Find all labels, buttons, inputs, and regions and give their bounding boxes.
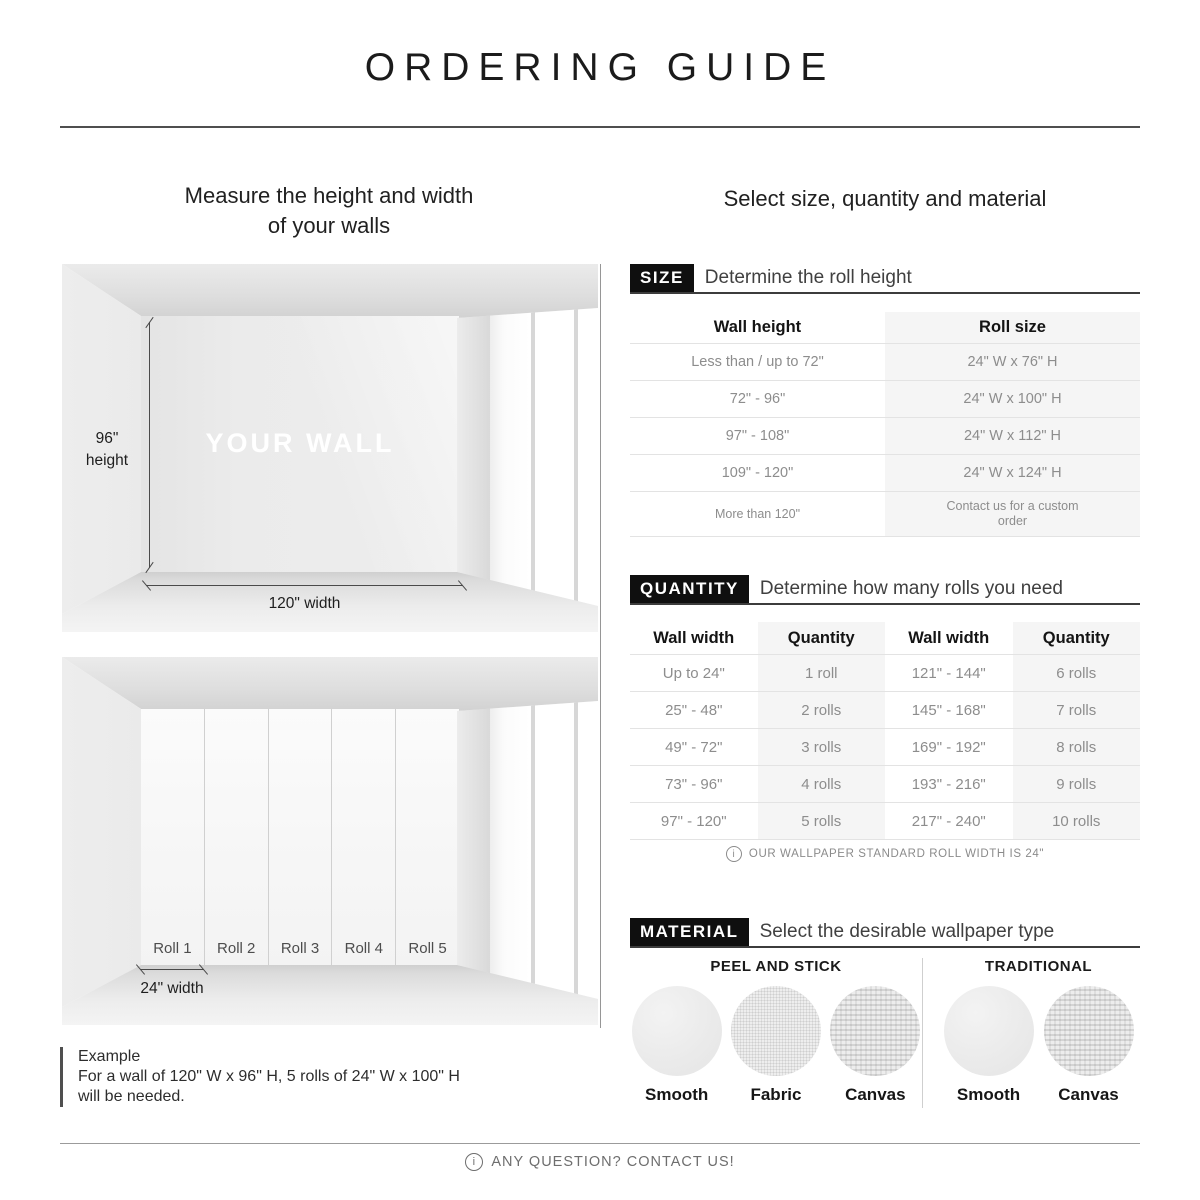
roll-panel	[331, 709, 395, 965]
quantity-col: Quantity	[1013, 622, 1141, 654]
your-wall	[141, 316, 459, 572]
wall-height-cell: 97" - 108"	[725, 428, 790, 444]
room-window	[457, 308, 598, 606]
size-col-roll-size: Roll size	[885, 312, 1140, 343]
quantity-cell: 4 rolls	[758, 766, 886, 802]
size-table-row	[630, 491, 1140, 537]
page-title: ORDERING GUIDE	[364, 46, 836, 89]
roll-size-cell: 24" W x 112" H	[885, 418, 1140, 454]
example-line1: For a wall of 120" W x 96" H, 5 rolls of 24" W x 100" H	[78, 1068, 460, 1085]
material-subtitle: Select the desirable wallpaper type	[759, 921, 1055, 942]
material-group-name: TRADITIONAL	[984, 958, 1093, 975]
select-heading: Select size, quantity and material	[723, 186, 1047, 211]
width-dimension-line	[146, 585, 463, 586]
quantity-cell: 1 roll	[758, 655, 886, 691]
size-badge: SIZE	[630, 264, 694, 292]
quantity-section-header	[630, 575, 1140, 605]
roll-panel	[395, 709, 459, 965]
quantity-table-row	[630, 765, 1140, 802]
wall-width-cell: 73" - 96"	[665, 775, 723, 793]
quantity-cell: 7 rolls	[1013, 692, 1141, 728]
roll-size-cell	[885, 492, 1140, 536]
measure-heading-line2: of your walls	[267, 213, 391, 238]
roll-panel	[268, 709, 332, 965]
info-icon	[465, 1153, 483, 1171]
canvas-texture-swatch	[830, 986, 920, 1076]
window-glass	[490, 701, 598, 999]
wall-height-cell: More than 120"	[714, 506, 801, 521]
wall-width-cell: 25" - 48"	[665, 701, 723, 719]
material-group-traditional	[923, 958, 1140, 1108]
size-table-row	[630, 417, 1140, 454]
wall-width-cell: 97" - 120"	[660, 812, 727, 830]
roll-width-note	[630, 846, 1140, 862]
quantity-cell: 10 rolls	[1013, 803, 1141, 839]
quantity-table-header	[630, 622, 1140, 654]
wall-height-cell: Less than / up to 72"	[691, 354, 824, 370]
roll-panel	[204, 709, 268, 965]
wall-height-cell: 72" - 96"	[729, 391, 786, 407]
quantity-table-row	[630, 654, 1140, 691]
column-divider	[600, 264, 601, 1028]
quantity-cell: 6 rolls	[1013, 655, 1141, 691]
footer	[0, 1153, 1200, 1171]
roll-size-cell: 24" W x 100" H	[885, 381, 1140, 417]
quantity-subtitle: Determine how many rolls you need	[759, 578, 1063, 599]
quantity-badge: QUANTITY	[630, 575, 749, 603]
roll-panel-label: Roll 4	[344, 940, 383, 957]
window-mullion	[574, 308, 578, 606]
swatch-item	[630, 986, 723, 1105]
height-value: 96"	[95, 430, 119, 447]
swatch-label: Smooth	[956, 1085, 1021, 1104]
your-wall-label: YOUR WALL	[205, 428, 395, 458]
roll-panel-label: Roll 3	[280, 940, 320, 957]
size-section-header	[630, 264, 1140, 294]
swatch-label: Canvas	[845, 1085, 906, 1104]
wall-width-cell: 193" - 216"	[911, 775, 986, 793]
room-illustration-measure	[62, 264, 598, 632]
room-window	[457, 701, 598, 999]
size-table-header	[630, 312, 1140, 343]
measure-heading	[60, 181, 598, 241]
quantity-table-row	[630, 691, 1140, 728]
quantity-cell: 5 rolls	[758, 803, 886, 839]
custom-order-text: Contact us for a custom order	[946, 499, 1079, 528]
size-subtitle: Determine the roll height	[704, 267, 912, 288]
roll-width-note-text: OUR WALLPAPER STANDARD ROLL WIDTH IS 24"	[748, 848, 1045, 860]
wall-height-cell: 109" - 120"	[721, 465, 794, 481]
material-group-peel-and-stick	[630, 958, 922, 1108]
swatch-label: Smooth	[645, 1085, 709, 1104]
height-label	[70, 428, 144, 472]
roll-width-label: 24" width	[140, 980, 204, 997]
wall-width-col: Wall width	[908, 628, 990, 647]
window-glass	[490, 308, 598, 606]
wall-width-cell: Up to 24"	[662, 664, 725, 682]
smooth-texture-swatch	[944, 986, 1034, 1076]
material-badge: MATERIAL	[630, 918, 749, 946]
window-mullion	[574, 701, 578, 999]
info-icon	[726, 846, 742, 862]
example-heading: Example	[78, 1048, 141, 1065]
size-table-row	[630, 343, 1140, 380]
roll-panel-label: Roll 2	[217, 940, 256, 957]
quantity-table	[630, 622, 1140, 840]
measure-heading-line1: Measure the height and width	[184, 183, 474, 208]
quantity-table-row	[630, 728, 1140, 765]
size-table	[630, 312, 1140, 537]
quantity-col: Quantity	[758, 622, 886, 654]
swatch-item	[1042, 986, 1136, 1105]
roll-panel-label: Roll 5	[408, 940, 447, 957]
smooth-texture-swatch	[632, 986, 722, 1076]
roll-panel	[141, 709, 204, 965]
window-pillar	[457, 701, 490, 999]
roll-width-dimension-line	[140, 969, 204, 970]
roll-panels	[141, 709, 459, 965]
fabric-texture-swatch	[731, 986, 821, 1076]
material-section-header	[630, 918, 1140, 948]
swatch-item	[942, 986, 1036, 1105]
footer-divider	[60, 1143, 1140, 1144]
canvas-texture-swatch	[1044, 986, 1134, 1076]
size-col-wall-height: Wall height	[713, 318, 802, 336]
height-word: height	[85, 452, 129, 469]
wall-width-cell: 121" - 144"	[911, 664, 986, 682]
swatch-item	[729, 986, 822, 1105]
material-group-name: PEEL AND STICK	[710, 958, 842, 975]
example-line2: will be needed.	[78, 1088, 185, 1105]
wall-width-cell: 49" - 72"	[665, 738, 723, 756]
title-divider	[60, 126, 1140, 128]
roll-panel-label: Roll 1	[153, 940, 192, 957]
wall-width-cell: 217" - 240"	[911, 812, 986, 830]
contact-us-text: ANY QUESTION? CONTACT US!	[491, 1154, 735, 1170]
wall-width-cell: 169" - 192"	[911, 738, 986, 756]
quantity-table-row	[630, 802, 1140, 840]
window-mullion	[531, 701, 535, 999]
size-table-row	[630, 380, 1140, 417]
quantity-cell: 8 rolls	[1013, 729, 1141, 765]
room-illustration-rolls	[62, 657, 598, 1025]
width-label: 120" width	[268, 595, 341, 612]
window-pillar	[457, 308, 490, 606]
wall-width-col: Wall width	[653, 628, 735, 647]
swatch-item	[829, 986, 922, 1105]
roll-size-cell: 24" W x 76" H	[885, 344, 1140, 380]
material-area	[630, 958, 1140, 1108]
swatch-label: Canvas	[1058, 1085, 1119, 1104]
example-block	[60, 1047, 578, 1107]
quantity-cell: 3 rolls	[758, 729, 886, 765]
size-table-row	[630, 454, 1140, 491]
roll-size-cell: 24" W x 124" H	[885, 455, 1140, 491]
wall-width-cell: 145" - 168"	[911, 701, 986, 719]
swatch-row	[937, 986, 1140, 1105]
height-dimension-line	[149, 322, 150, 568]
quantity-cell: 9 rolls	[1013, 766, 1141, 802]
swatch-row	[630, 986, 922, 1105]
window-mullion	[531, 308, 535, 606]
swatch-label: Fabric	[750, 1085, 802, 1104]
quantity-cell: 2 rolls	[758, 692, 886, 728]
